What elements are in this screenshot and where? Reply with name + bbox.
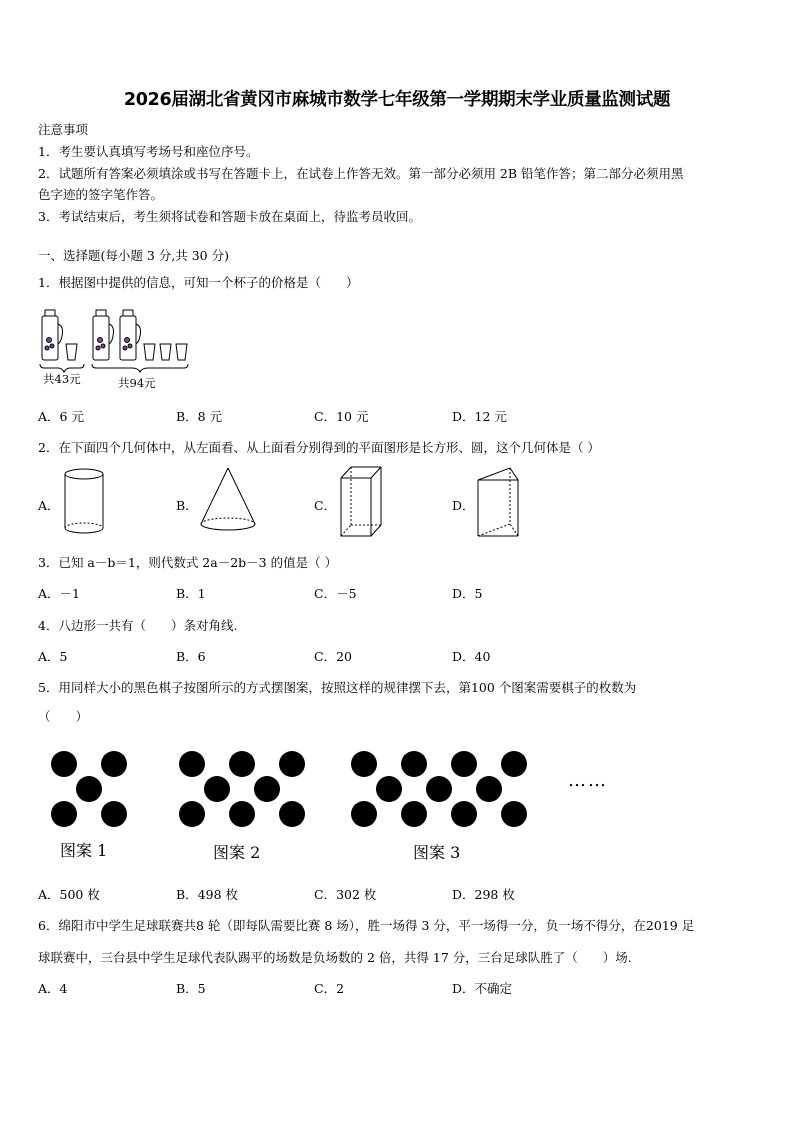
right-brace bbox=[92, 364, 188, 372]
figure-label-left: 共43元 bbox=[43, 372, 81, 386]
question-5-stem-continued: （ ） bbox=[38, 709, 89, 724]
question-2-stem: 2．在下面四个几何体中，从左面看、从上面看分别得到的平面图形是长方形、圆，这个几何体是（ ） bbox=[38, 440, 600, 455]
option-d: D．5 bbox=[452, 586, 483, 601]
option-a: A．500 枚 bbox=[38, 887, 100, 902]
notice-item: 3．考试结束后，考生须将试卷和答题卡放在桌面上，待监考员收回。 bbox=[38, 209, 421, 224]
question-1-stem: 1．根据图中提供的信息，可知一个杯子的价格是（ ） bbox=[38, 275, 359, 290]
rectangular-prism-figure bbox=[338, 464, 384, 540]
option-c: C． bbox=[314, 498, 337, 513]
notice-item: 2．试题所有答案必须填涂或书写在答题卡上，在试卷上作答无效。第一部分必须用 2B 铅笔作答；第二部分必须用黑 bbox=[38, 166, 684, 181]
option-d: D． bbox=[452, 498, 475, 513]
notice-item: 色字迹的签字笔作答。 bbox=[38, 187, 164, 202]
thermos-icon bbox=[42, 310, 63, 360]
section-heading: 一、选择题(每小题 3 分,共 30 分) bbox=[38, 248, 229, 263]
pattern-label: 图案 3 bbox=[413, 843, 461, 862]
cup-icon bbox=[160, 344, 171, 360]
option-c: C．2 bbox=[314, 981, 345, 996]
question-4-stem: 4．八边形一共有（ ）条对角线. bbox=[38, 618, 238, 633]
triangular-prism-figure bbox=[474, 466, 522, 540]
question-5-stem: 5．用同样大小的黑色棋子按图所示的方式摆图案，按照这样的规律摆下去，第100 个图案需要棋子的枚数为 bbox=[38, 680, 637, 695]
chess-pattern-1 bbox=[50, 750, 130, 830]
pattern-label: 图案 1 bbox=[60, 841, 108, 860]
option-a: A． bbox=[38, 498, 60, 513]
question-6-stem-continued: 球联赛中，三台县中学生足球代表队踢平的场数是负场数的 2 倍，共得 17 分，三台足球队胜了（ ）场. bbox=[38, 950, 632, 965]
option-d: D．298 枚 bbox=[452, 887, 515, 902]
option-b: B．6 bbox=[176, 649, 206, 664]
option-a: A．4 bbox=[38, 981, 68, 996]
question-6-stem: 6．绵阳市中学生足球联赛共8 轮（即每队需要比赛 8 场），胜一场得 3 分，平一场得一分，负一场不得分，在2019 足 bbox=[38, 918, 695, 933]
page-title: 2026届湖北省黄冈市麻城市数学七年级第一学期期末学业质量监测试题 bbox=[123, 90, 671, 110]
option-a: A．－1 bbox=[38, 586, 80, 601]
cup-icon bbox=[144, 344, 155, 360]
option-b: B． bbox=[176, 498, 198, 513]
chess-pattern-3 bbox=[350, 750, 530, 830]
option-d: D．不确定 bbox=[452, 981, 513, 996]
option-c: C．10 元 bbox=[314, 409, 369, 424]
option-c: C．20 bbox=[314, 649, 352, 664]
cylinder-figure bbox=[62, 466, 106, 538]
option-b: B．8 元 bbox=[176, 409, 223, 424]
cup-icon bbox=[176, 344, 187, 360]
chess-pattern-2 bbox=[178, 750, 308, 830]
option-b: B．1 bbox=[176, 586, 206, 601]
cone-figure bbox=[198, 466, 258, 538]
pattern-label: 图案 2 bbox=[213, 843, 261, 862]
option-d: D．12 元 bbox=[452, 409, 507, 424]
notice-heading: 注意事项 bbox=[38, 122, 89, 137]
figure-label-right: 共94元 bbox=[118, 376, 156, 390]
option-a: A．5 bbox=[38, 649, 68, 664]
option-a: A．6 元 bbox=[38, 409, 84, 424]
option-c: C．－5 bbox=[314, 586, 357, 601]
option-b: B．498 枚 bbox=[176, 887, 239, 902]
notice-item: 1．考生要认真填写考场号和座位序号。 bbox=[38, 144, 259, 159]
thermos-icon bbox=[93, 310, 114, 360]
option-b: B．5 bbox=[176, 981, 206, 996]
thermos-icon bbox=[120, 310, 141, 360]
pattern-ellipsis: …… bbox=[568, 770, 608, 791]
cup-icon bbox=[66, 344, 77, 360]
option-d: D．40 bbox=[452, 649, 491, 664]
question-3-stem: 3．已知 a－b＝1，则代数式 2a－2b－3 的值是（ ） bbox=[38, 555, 338, 570]
option-c: C．302 枚 bbox=[314, 887, 377, 902]
